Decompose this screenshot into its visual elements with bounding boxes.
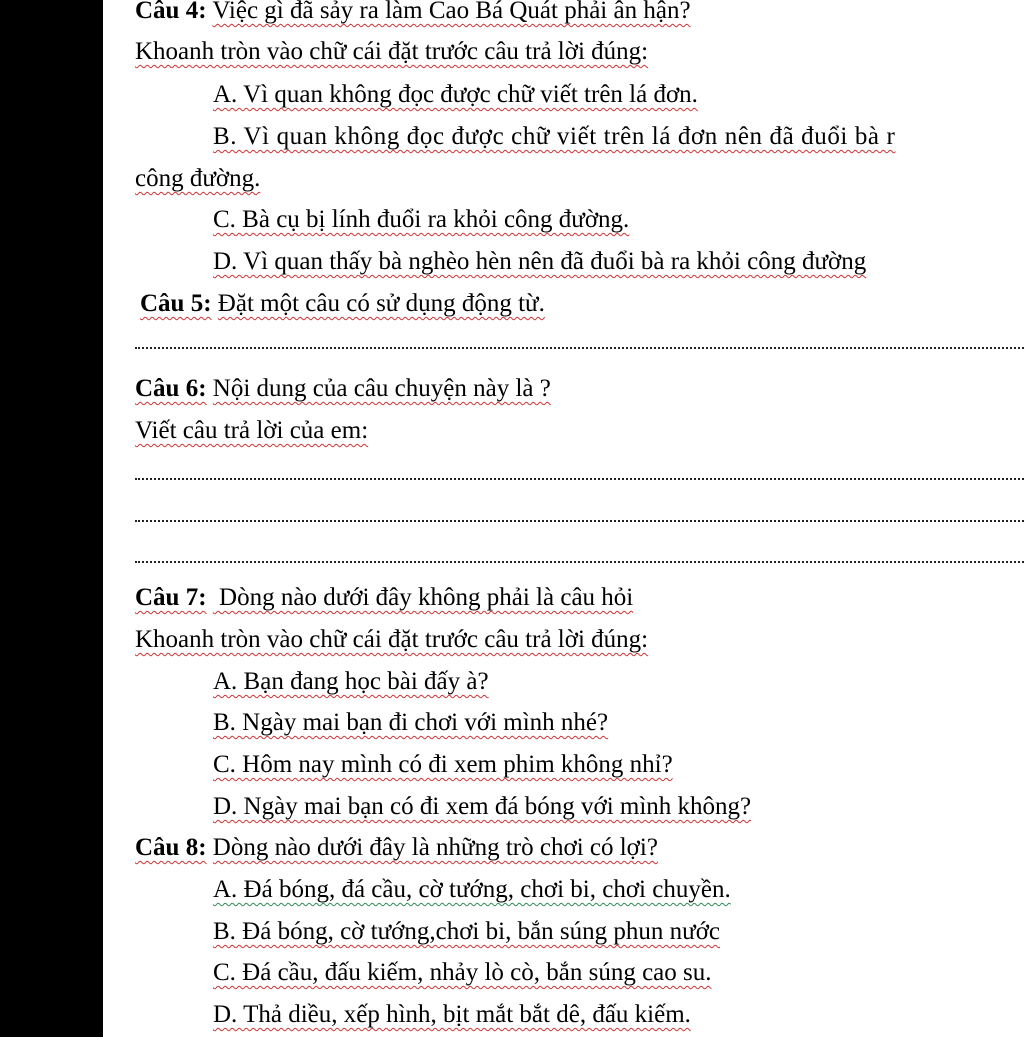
- q7-option-d: D. Ngày mai bạn có đi xem đá bóng với mình không?: [213, 793, 752, 820]
- q4-option-d: D. Vì quan thấy bà nghèo hèn nên đã đuổi bà ra khỏi công đường: [213, 248, 867, 275]
- q8-title: [135, 833, 658, 863]
- q8-option-b: B. Đá bóng, cờ tướng,chơi bi, bắn súng phun nước: [213, 918, 721, 945]
- q6-title: [135, 374, 551, 404]
- q4-title: [135, 0, 691, 26]
- q6-label: Câu 6:: [135, 375, 207, 402]
- q5-title: [140, 289, 545, 319]
- q4-question: Việc gì đã sảy ra làm Cao Bá Quát phải ân hận?: [212, 0, 691, 24]
- q6-answer-line-3: [135, 561, 1024, 563]
- q5-answer-line: [135, 347, 1024, 349]
- q4-option-b: B. Vì quan không đọc được chữ viết trên lá đơn nên đã đuổi bà r: [213, 123, 896, 150]
- q6-question: Nội dung của câu chuyện này là ?: [212, 375, 551, 402]
- q8-option-c: C. Đá cầu, đấu kiếm, nhảy lò cò, bắn súng cao su.: [213, 959, 712, 986]
- q7-option-c: C. Hôm nay mình có đi xem phim không nhỉ?: [213, 751, 673, 778]
- q7-label: Câu 7:: [135, 584, 207, 611]
- q6-answer-line-2: [135, 520, 1024, 522]
- q6-answer-line-1: [135, 478, 1024, 480]
- q8-option-d: D. Thả diều, xếp hình, bịt mắt bắt dê, đấu kiếm.: [213, 1001, 691, 1028]
- q5-label: Câu 5:: [140, 290, 212, 317]
- q8-option-a: A. Đá bóng, đá cầu, cờ tướng, chơi bi, chơi chuyền.: [213, 876, 731, 903]
- q7-option-b: B. Ngày mai bạn đi chơi với mình nhé?: [213, 709, 609, 736]
- q4-label: Câu 4:: [135, 0, 207, 24]
- q8-label: Câu 8:: [135, 834, 207, 861]
- q7-instruction: Khoanh tròn vào chữ cái đặt trước câu trả lời đúng:: [135, 626, 649, 653]
- q6-instruction: Viết câu trả lời của em:: [135, 417, 369, 444]
- q4-option-b-cont: công đường.: [135, 165, 261, 192]
- q4-instruction: Khoanh tròn vào chữ cái đặt trước câu trả lời đúng:: [135, 38, 649, 65]
- q4-option-a: A. Vì quan không đọc được chữ viết trên lá đơn.: [213, 81, 698, 108]
- q5-question: Đặt một câu có sử dụng động từ.: [217, 290, 545, 317]
- q7-title: [135, 583, 633, 613]
- q7-option-a: A. Bạn đang học bài đấy à?: [213, 668, 489, 695]
- q7-question: Dòng nào dưới đây không phải là câu hỏi: [212, 584, 634, 611]
- q4-option-c: C. Bà cụ bị lính đuổi ra khỏi công đường.: [213, 206, 630, 233]
- q8-question: Dòng nào dưới đây là những trò chơi có lợi?: [212, 834, 658, 861]
- document-page: [103, 0, 1024, 1037]
